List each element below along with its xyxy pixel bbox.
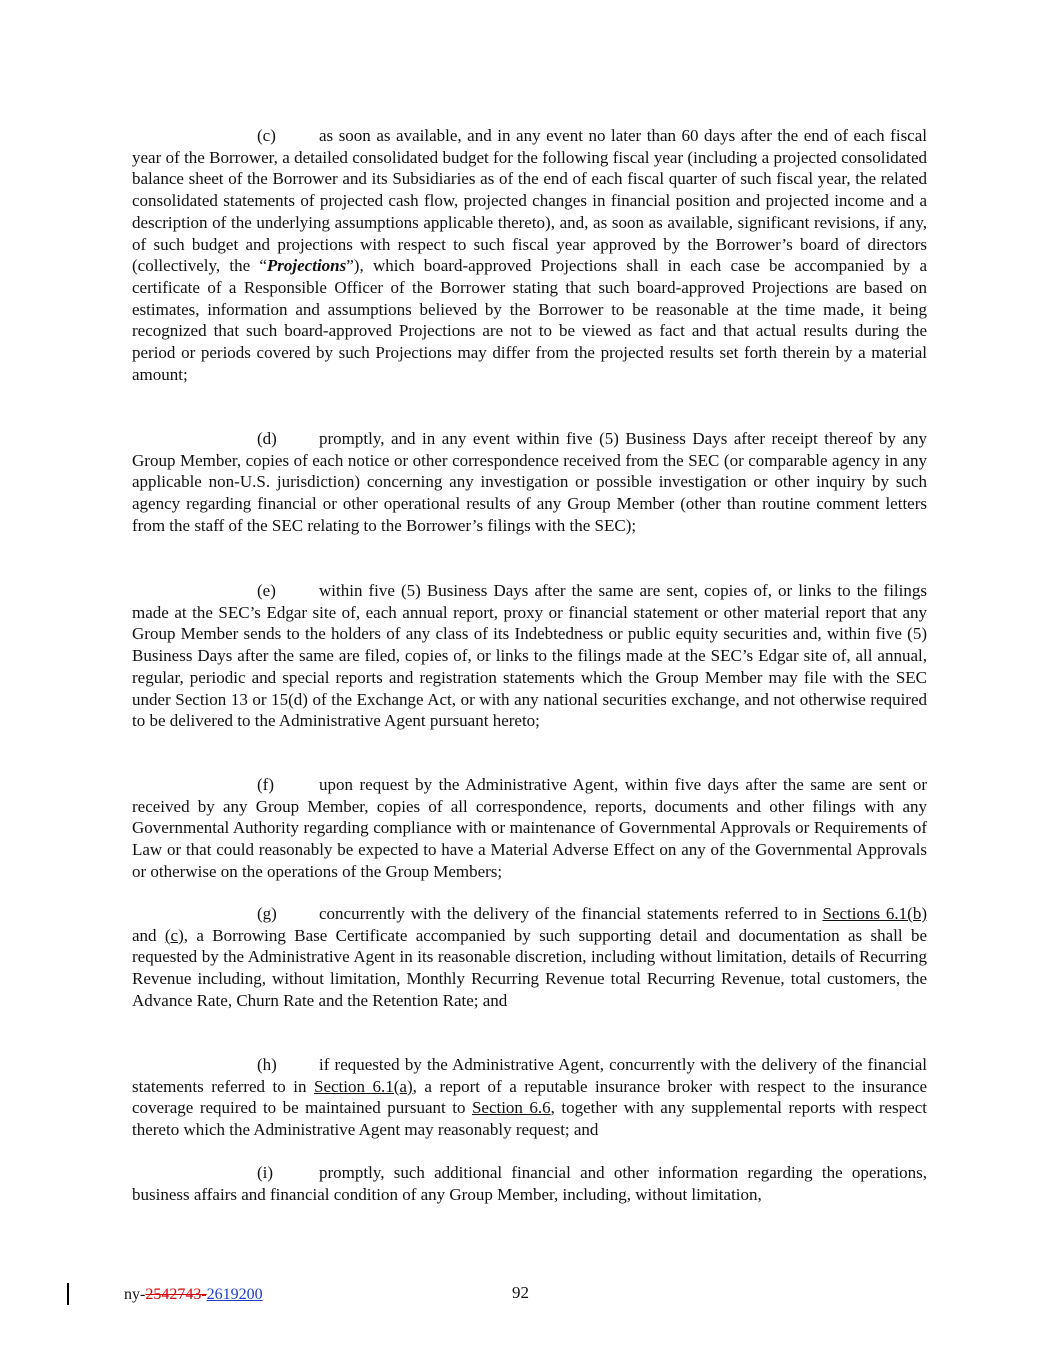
defined-term: Projections bbox=[266, 256, 347, 276]
paragraph-i bbox=[132, 1162, 927, 1205]
paragraph-text: promptly, and in any event within five (5) Business Days after receipt thereof by any Group Member, copies of each notice or other correspondence received from the SEC (or comparable agency in any applicable non-U.S. jurisdiction) concerning any investigation or possible investigation or other inquiry by such agency regarding financial or other operational results of any Group Member (other than routine comment letters from the staff of the SEC relating to the Borrower’s filings with the SEC); bbox=[132, 429, 927, 535]
paragraph-label: (c) bbox=[257, 126, 276, 145]
section-reference: Sections 6.1(b) bbox=[822, 904, 927, 923]
document-id bbox=[124, 1286, 263, 1304]
deleted-document-id: 2542743- bbox=[145, 1286, 207, 1303]
section-reference: (c) bbox=[164, 925, 184, 945]
change-bar bbox=[67, 1283, 69, 1305]
paragraph-label: (f) bbox=[257, 775, 274, 794]
paragraph-text: upon request by the Administrative Agent, within five days after the same are sent or received by any Group Member, copies of all correspondence, reports, documents and other filings with any Governmental Authority regarding compliance with or maintenance of Governmental Approvals or Requirements of Law or that could reasonably be expected to have a Material Adverse Effect on any of the Governmental Approvals or otherwise on the operations of the Group Members; bbox=[132, 775, 927, 881]
paragraph-e bbox=[132, 580, 927, 732]
paragraph-f bbox=[132, 774, 927, 883]
paragraph-text: ”), which board-approved Projections shall in each case be accompanied by a certificate of a Responsible Officer of the Borrower stating that such board-approved Projections are based on estimates, information and assumptions believed by the Borrower to be reasonable at the time made, it being recognized that such board-approved Projections are not to be viewed as fact and that actual results during the period or periods covered by such Projections may differ from the projected results set forth therein by a material amount; bbox=[132, 256, 927, 384]
inserted-document-id: 2619200 bbox=[206, 1286, 263, 1303]
paragraph-label: (d) bbox=[257, 429, 277, 448]
paragraph-text: concurrently with the delivery of the financial statements referred to in bbox=[319, 904, 823, 923]
paragraph-label: (e) bbox=[257, 581, 276, 600]
section-reference: Section 6.6 bbox=[471, 1098, 551, 1118]
page-number: 92 bbox=[512, 1283, 529, 1302]
paragraph-text: as soon as available, and in any event no later than 60 days after the end of each fiscal year of the Borrower, a detailed consolidated budget for the following fiscal year (including a projected consolidated balance sheet of the Borrower and its Subsidiaries as of the end of each fiscal quarter of such fiscal year, the related consolidated statements of projected cash flow, projected changes in financial position and projected income and a description of the underlying assumptions applicable thereto), and, as soon as available, significant revisions, if any, of such budget and projections with respect to such fiscal year approved by the Borrower’s board of directors (collectively, the “ bbox=[132, 126, 927, 276]
paragraph-text: if requested by the Administrative Agent, concurrently with the delivery of the financial statements referred to in bbox=[132, 1055, 927, 1096]
paragraph-text: , a report of a reputable insurance broker with respect to the insurance coverage required to be maintained pursuant to bbox=[132, 1076, 928, 1118]
paragraph-text: promptly, such additional financial and other information regarding the operations, business affairs and financial condition of any Group Member, including, without limitation, bbox=[132, 1163, 927, 1204]
paragraph-c bbox=[132, 125, 927, 385]
paragraph-text: and bbox=[132, 925, 165, 945]
paragraph-h bbox=[132, 1054, 927, 1141]
paragraph-label: (g) bbox=[257, 904, 277, 923]
paragraph-label: (i) bbox=[257, 1163, 274, 1182]
paragraph-text: , together with any supplemental reports with respect thereto which the Administrative Agent may reasonably request; and bbox=[132, 1098, 927, 1140]
paragraph-d bbox=[132, 428, 927, 537]
paragraph-g bbox=[132, 903, 927, 1012]
paragraph-label: (h) bbox=[257, 1055, 277, 1074]
document-id-prefix: ny- bbox=[124, 1286, 146, 1303]
paragraph-text: within five (5) Business Days after the same are sent, copies of, or links to the filings made at the SEC’s Edgar site of, each annual report, proxy or financial statement or other material report that any Group Member sends to the holders of any class of its Indebtedness or public equity securities and, within five (5) Business Days after the same are filed, copies of, or links to the filings made at the SEC’s Edgar site of, all annual, regular, periodic and special reports and registration statements which the Group Member may file with the SEC under Section 13 or 15(d) of the Exchange Act, or with any national securities exchange, and not otherwise required to be delivered to the Administrative Agent pursuant hereto; bbox=[132, 581, 927, 731]
paragraph-text: , a Borrowing Base Certificate accompanied by such supporting detail and documentation as shall be requested by the Administrative Agent in its reasonable discretion, including without limitation, details of Recurring Revenue including, without limitation, Monthly Recurring Revenue total Recurring Revenue, total customers, the Advance Rate, Churn Rate and the Retention Rate; and bbox=[132, 925, 927, 1010]
section-reference: Section 6.1(a) bbox=[314, 1076, 413, 1096]
